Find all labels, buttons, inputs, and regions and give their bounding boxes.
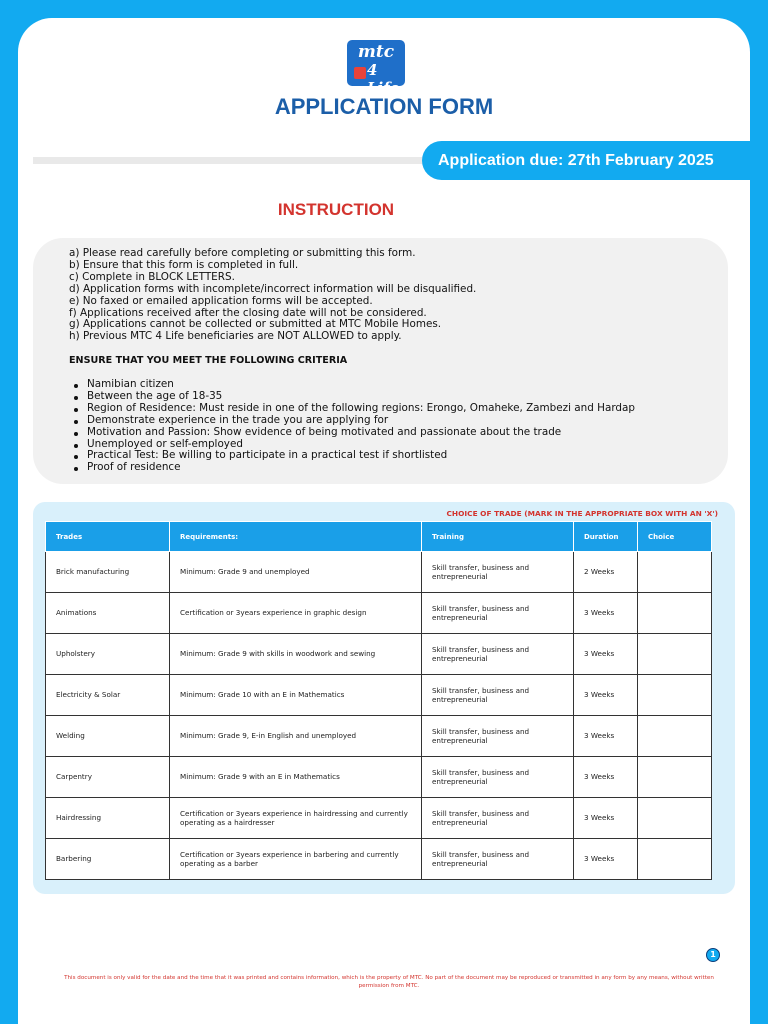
instruction-list [69, 248, 476, 343]
bullet-icon [74, 384, 78, 388]
criteria-text: Proof of residence [87, 461, 181, 474]
trade-cell: Brick manufacturing [46, 552, 170, 593]
header-training: Training [422, 522, 574, 552]
instruction-item: e) No faxed or emailed application forms will be accepted. [69, 294, 373, 307]
training-cell: Skill transfer, business and entrepreneurial [422, 634, 574, 675]
table-row [46, 675, 712, 716]
table-row [46, 593, 712, 634]
choice-note: CHOICE OF TRADE (MARK IN THE APPROPRIATE BOX WITH AN 'X') [446, 509, 718, 518]
trade-cell: Electricity & Solar [46, 675, 170, 716]
trade-cell: Welding [46, 716, 170, 757]
criteria-text: Practical Test: Be willing to participate in a practical test if shortlisted [87, 449, 448, 462]
requirement-cell: Certification or 3years experience in barbering and currently operating as a barber [170, 839, 422, 880]
header-choice: Choice [638, 522, 712, 552]
criteria-text: Between the age of 18-35 [87, 389, 223, 402]
trades-table [45, 521, 712, 880]
page-number-badge: 1 [706, 948, 720, 962]
duration-cell: 3 Weeks [574, 675, 638, 716]
duration-cell: 3 Weeks [574, 593, 638, 634]
trade-cell: Upholstery [46, 634, 170, 675]
bullet-icon [74, 408, 78, 412]
criteria-text: Demonstrate experience in the trade you are applying for [87, 413, 389, 426]
training-cell: Skill transfer, business and entrepreneurial [422, 757, 574, 798]
table-header-row [46, 522, 712, 552]
instruction-item: a) Please read carefully before completing or submitting this form. [69, 247, 416, 259]
instruction-item: f) Applications received after the closing date will not be considered. [69, 306, 427, 319]
duration-cell: 3 Weeks [574, 798, 638, 839]
requirement-cell: Minimum: Grade 10 with an E in Mathematics [170, 675, 422, 716]
choice-checkbox[interactable] [638, 552, 712, 593]
bullet-icon [74, 432, 78, 436]
table-row [46, 634, 712, 675]
divider-bar [33, 157, 433, 164]
instruction-item: h) Previous MTC 4 Life beneficiaries are NOT ALLOWED to apply. [69, 330, 402, 343]
table-row [46, 757, 712, 798]
choice-checkbox[interactable] [638, 634, 712, 675]
table-row [46, 716, 712, 757]
trade-cell: Carpentry [46, 757, 170, 798]
instruction-item: d) Application forms with incomplete/incorrect information will be disqualified. [69, 282, 477, 295]
criteria-text: Unemployed or self-employed [87, 437, 243, 450]
choice-checkbox[interactable] [638, 675, 712, 716]
instruction-item: g) Applications cannot be collected or submitted at MTC Mobile Homes. [69, 318, 442, 331]
trade-cell: Animations [46, 593, 170, 634]
footer-disclaimer: This document is only valid for the date and the time that it was printed and contains information, which is the property of MTC. No part of the document may be reproduced or transmitted in any form by any means, without written permission from MTC. [64, 975, 714, 989]
bullet-icon [74, 444, 78, 448]
choice-checkbox[interactable] [638, 593, 712, 634]
logo-text-4life: 4 Life [367, 61, 400, 97]
training-cell: Skill transfer, business and entrepreneurial [422, 716, 574, 757]
requirement-cell: Minimum: Grade 9, E-in English and unemployed [170, 716, 422, 757]
duration-cell: 3 Weeks [574, 716, 638, 757]
training-cell: Skill transfer, business and entrepreneurial [422, 593, 574, 634]
choice-checkbox[interactable] [638, 839, 712, 880]
training-cell: Skill transfer, business and entrepreneurial [422, 798, 574, 839]
logo-text-mtc: mtc [357, 42, 395, 62]
logo-hand-icon [354, 67, 366, 79]
table-row [46, 798, 712, 839]
bullet-icon [74, 420, 78, 424]
header-trades: Trades [46, 522, 170, 552]
choice-checkbox[interactable] [638, 716, 712, 757]
header-duration: Duration [574, 522, 638, 552]
bullet-icon [74, 396, 78, 400]
criteria-text: Motivation and Passion: Show evidence of being motivated and passionate about the trade [87, 425, 562, 438]
trade-cell: Hairdressing [46, 798, 170, 839]
criteria-text: Region of Residence: Must reside in one of the following regions: Erongo, Omaheke, Zambezi and Hardap [87, 401, 635, 414]
criteria-heading: ENSURE THAT YOU MEET THE FOLLOWING CRITERIA [69, 355, 348, 366]
mtc-4-life-logo [347, 40, 405, 97]
criteria-list [87, 379, 635, 474]
requirement-cell: Minimum: Grade 9 with an E in Mathematics [170, 757, 422, 798]
choice-checkbox[interactable] [638, 798, 712, 839]
header-requirements: Requirements: [170, 522, 422, 552]
due-date-banner: Application due: 27th February 2025 [422, 141, 768, 180]
choice-checkbox[interactable] [638, 757, 712, 798]
table-row [46, 839, 712, 880]
training-cell: Skill transfer, business and entrepreneurial [422, 552, 574, 593]
duration-cell: 3 Weeks [574, 634, 638, 675]
instruction-heading: INSTRUCTION [277, 200, 395, 219]
training-cell: Skill transfer, business and entrepreneurial [422, 675, 574, 716]
requirement-cell: Minimum: Grade 9 and unemployed [170, 552, 422, 593]
requirement-cell: Minimum: Grade 9 with skills in woodwork and sewing [170, 634, 422, 675]
form-title: APPLICATION FORM [274, 94, 494, 119]
requirement-cell: Certification or 3years experience in hairdressing and currently operating as a hairdresser [170, 798, 422, 839]
training-cell: Skill transfer, business and entrepreneurial [422, 839, 574, 880]
table-row [46, 552, 712, 593]
instruction-item: b) Ensure that this form is completed in full. [69, 258, 299, 271]
criteria-text: Namibian citizen [87, 378, 174, 390]
criteria-item [87, 462, 635, 474]
instruction-item: c) Complete in BLOCK LETTERS. [69, 270, 235, 283]
trade-cell: Barbering [46, 839, 170, 880]
duration-cell: 3 Weeks [574, 839, 638, 880]
duration-cell: 3 Weeks [574, 757, 638, 798]
requirement-cell: Certification or 3years experience in graphic design [170, 593, 422, 634]
duration-cell: 2 Weeks [574, 552, 638, 593]
